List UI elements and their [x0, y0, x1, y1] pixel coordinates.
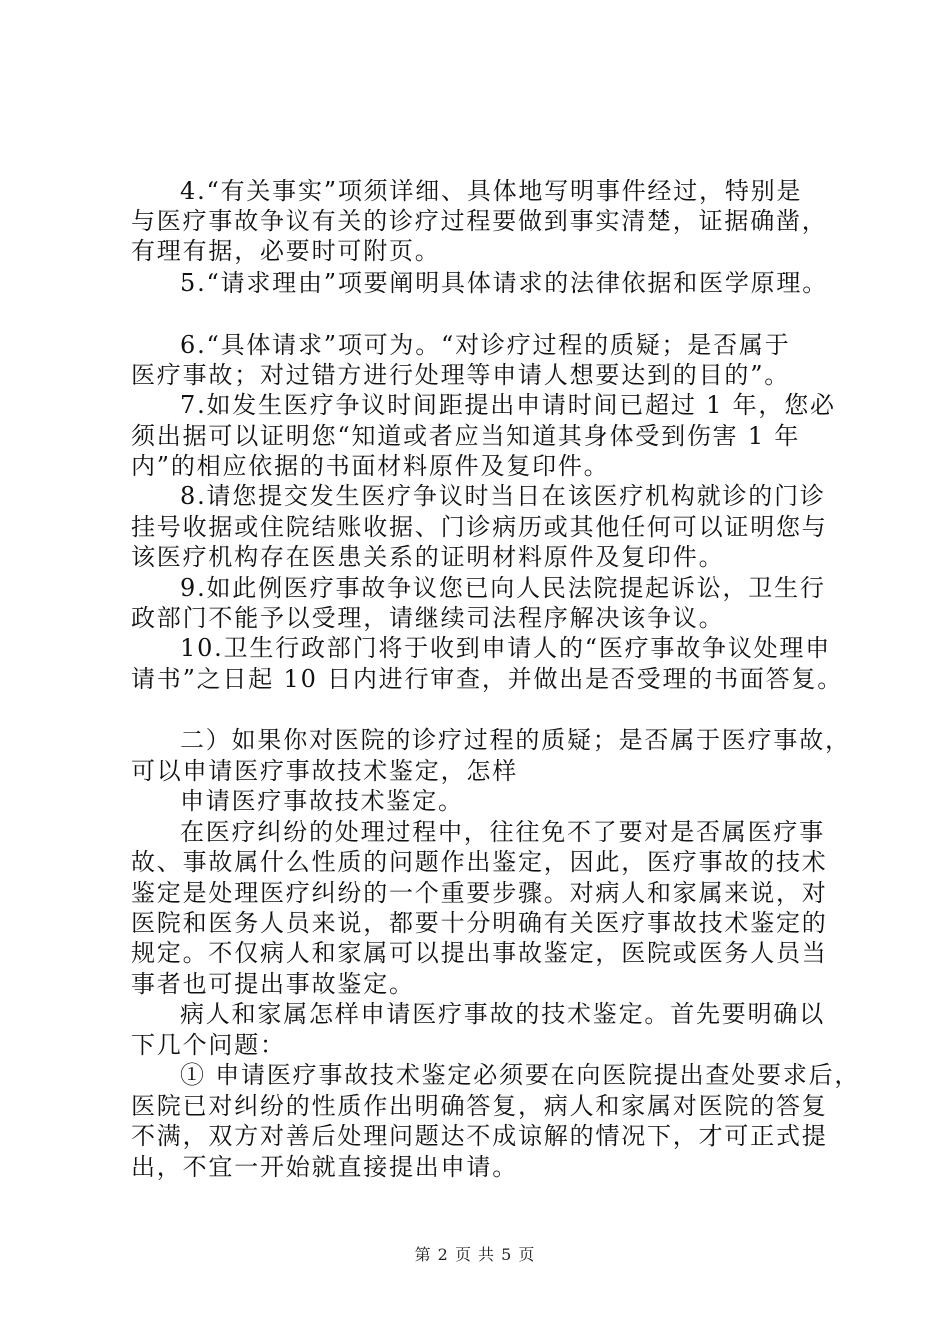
- paragraph-line: 6.“具体请求”项可为。“对诊疗过程的质疑；是否属于: [180, 331, 791, 359]
- paragraph-line: 内”的相应依据的书面材料原件及复印件。: [131, 452, 610, 480]
- paragraph-line: 4.“有关事实”项须详细、具体地写明事件经过，特别是: [180, 177, 803, 205]
- paragraph-line: 医疗事故；对过错方进行处理等申请人想要达到的目的”。: [131, 361, 791, 389]
- section-heading: 二）如果你对医院的诊疗过程的质疑；是否属于医疗事故，: [180, 726, 851, 754]
- paragraph-line: 8.请您提交发生医疗争议时当日在该医疗机构就诊的门诊: [180, 482, 826, 510]
- paragraph-line: 挂号收据或住院结账收据、门诊病历或其他任何可以证明您与: [131, 513, 828, 541]
- paragraph-line: 下几个问题：: [131, 1031, 286, 1059]
- paragraph-line: 5.“请求理由”项要阐明具体请求的法律依据和医学原理。: [180, 269, 829, 297]
- paragraph-line: 医院和医务人员来说，都要十分明确有关医疗事故技术鉴定的: [131, 909, 828, 937]
- paragraph-line: 政部门不能予以受理，请继续司法程序解决该争议。: [131, 604, 725, 632]
- list-item-line: 不满，双方对善后处理问题达不成谅解的情况下，才可正式提: [131, 1122, 828, 1150]
- paragraph-line: 与医疗事故争议有关的诊疗过程要做到事实清楚，证据确凿，: [131, 207, 828, 235]
- paragraph-line: 鉴定是处理医疗纠纷的一个重要步骤。对病人和家属来说，对: [131, 879, 828, 907]
- page-number-footer: 第 2 页 共 5 页: [414, 1245, 536, 1264]
- paragraph-line: 事者也可提出事故鉴定。: [131, 970, 415, 998]
- paragraph-line: 9.如此例医疗事故争议您已向人民法院提起诉讼，卫生行: [180, 574, 826, 602]
- paragraph-line: 规定。不仅病人和家属可以提出事故鉴定，医院或医务人员当: [131, 939, 828, 967]
- section-heading: 申请医疗事故技术鉴定。: [180, 787, 464, 815]
- paragraph-line: 病人和家属怎样申请医疗事故的技术鉴定。首先要明确以: [180, 1000, 825, 1028]
- paragraph-line: 7.如发生医疗争议时间距提出申请时间已超过 1 年，您必: [180, 391, 836, 419]
- paragraph-line: 须出据可以证明您“知道或者应当知道其身体受到伤害 1 年: [131, 422, 801, 450]
- paragraph-line: 该医疗机构存在医患关系的证明材料原件及复印件。: [131, 543, 725, 571]
- paragraph-line: 请书”之日起 10 日内进行审查，并做出是否受理的书面答复。: [131, 665, 844, 693]
- paragraph-line: 有理有据，必要时可附页。: [131, 237, 441, 265]
- section-heading: 可以申请医疗事故技术鉴定，怎样: [131, 757, 518, 785]
- paragraph-line: 故、事故属什么性质的问题作出鉴定，因此，医疗事故的技术: [131, 848, 828, 876]
- paragraph-line: 在医疗纠纷的处理过程中，往往免不了要对是否属医疗事: [180, 818, 825, 846]
- paragraph-line: 10.卫生行政部门将于收到申请人的“医疗事故争议处理申: [180, 634, 832, 662]
- list-item-line: ① 申请医疗事故技术鉴定必须要在向医院提出查处要求后，: [180, 1061, 861, 1089]
- list-item-line: 医院已对纠纷的性质作出明确答复，病人和家属对医院的答复: [131, 1092, 828, 1120]
- list-item-line: 出，不宜一开始就直接提出申请。: [131, 1153, 518, 1181]
